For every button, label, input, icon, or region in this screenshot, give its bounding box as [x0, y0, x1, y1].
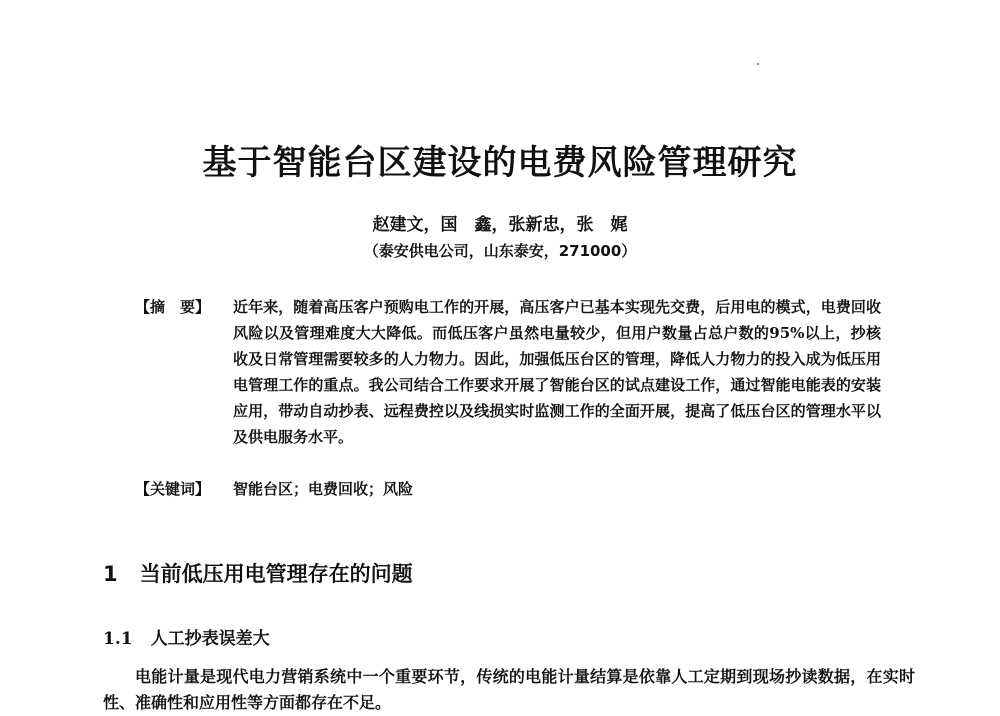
scan-artifact — [757, 63, 759, 65]
abstract-text: 近年来，随着高压客户预购电工作的开展，高压客户已基本实现先交费，后用电的模式，电费回收风险以及管理难度大大降低。而低压客户虽然电量较少，但用户数量占总户数的95%以上，抄核收及日常管理需要较多的人力物力。因此，加强低压台区的管理，降低人力物力的投入成为低压用电管理工作的重点。我公司结合工作要求开展了智能台区的试点建设工作，通过智能电能表的安装应用，带动自动抄表、远程费控以及线损实时监测工作的全面开展，提高了低压台区的管理水平以及供电服务水平。 — [233, 298, 881, 446]
keywords-text: 智能台区；电费回收；风险 — [233, 480, 414, 498]
keywords-label: 【关键词】 — [135, 480, 211, 498]
body-paragraph: 电能计量是现代电力营销系统中一个重要环节，传统的电能计量结算是依靠人工定期到现场抄读数据，在实时性、准确性和应用性等方面都存在不足。 — [103, 667, 915, 712]
subsection-title: 人工抄表误差大 — [150, 629, 270, 649]
abstract-label: 【摘 要】 — [135, 298, 211, 316]
section-title: 当前低压用电管理存在的问题 — [139, 562, 413, 586]
section-number: 1 — [103, 562, 118, 586]
paper-title: 基于智能台区建设的电费风险管理研究 — [202, 143, 798, 183]
subsection-heading — [103, 624, 270, 649]
subsection-number: 1.1 — [103, 629, 133, 649]
author-list: 赵建文，国 鑫，张新忠，张 娓 — [372, 215, 628, 235]
section-heading — [103, 558, 413, 588]
author-affiliation: （泰安供电公司，山东泰安，271000） — [363, 242, 637, 260]
